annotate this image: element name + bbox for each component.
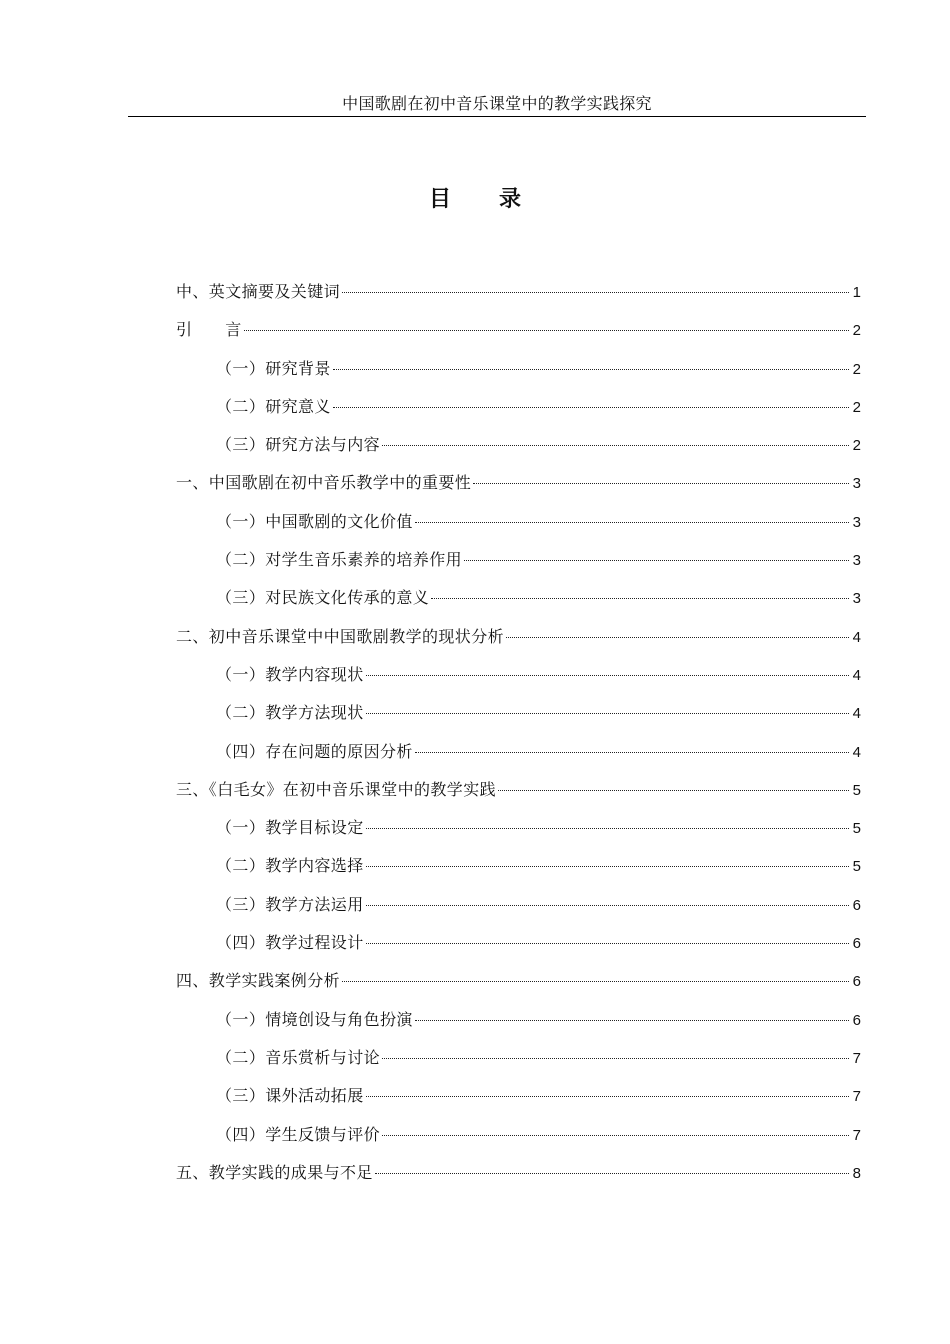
toc-entry[interactable]: [176, 889, 861, 927]
toc-dot-leader: [415, 752, 849, 753]
toc-page-number: 8: [852, 1164, 861, 1182]
toc-dot-leader: [375, 1173, 849, 1174]
toc-heading-right: 录: [499, 187, 522, 212]
toc-page-number: 2: [852, 437, 861, 455]
toc-entry-text: （二）对学生音乐素养的培养作用: [216, 550, 463, 570]
toc-entry-text: （一）情境创设与角色扮演: [216, 1009, 413, 1029]
toc-page-number: 4: [852, 628, 861, 646]
toc-entry[interactable]: [176, 774, 861, 812]
toc-page-number: 6: [852, 896, 861, 914]
toc-dot-leader: [415, 1020, 849, 1021]
toc-dot-leader: [366, 828, 849, 829]
toc-entry-text: 四、教学实践案例分析: [176, 971, 341, 991]
toc-entry-text: （二）音乐赏析与讨论: [216, 1047, 381, 1067]
toc-entry-text: 三、《白毛女》在初中音乐课堂中的教学实践: [176, 779, 497, 799]
toc-entry[interactable]: [176, 850, 861, 888]
toc-entry[interactable]: [176, 314, 861, 352]
toc-entry[interactable]: [176, 544, 861, 582]
toc-entry-text: （一）教学内容现状: [216, 664, 364, 684]
toc-dot-leader: [366, 905, 849, 906]
toc-entry[interactable]: [176, 812, 861, 850]
toc-page-number: 5: [852, 781, 861, 799]
running-header: [128, 92, 866, 117]
toc-entry[interactable]: [176, 659, 861, 697]
toc-dot-leader: [366, 943, 849, 944]
toc-dot-leader: [333, 407, 849, 408]
toc-dot-leader: [382, 1135, 849, 1136]
toc-entry-text: （一）中国歌剧的文化价值: [216, 511, 413, 531]
toc-entry-text: （二）教学方法现状: [216, 703, 364, 723]
toc-entry[interactable]: [176, 391, 861, 429]
toc-dot-leader: [382, 1058, 849, 1059]
toc-entry[interactable]: [176, 582, 861, 620]
toc-entry[interactable]: [176, 621, 861, 659]
toc-entry[interactable]: [176, 736, 861, 774]
toc-entry-text: （一）教学目标设定: [216, 818, 364, 838]
toc-entry[interactable]: [176, 276, 861, 314]
toc-dot-leader: [473, 483, 849, 484]
toc-page-number: 2: [852, 398, 861, 416]
toc-entry[interactable]: [176, 506, 861, 544]
toc-page-number: 7: [852, 1126, 861, 1144]
toc-page-number: 7: [852, 1088, 861, 1106]
toc-entry-text: （四）教学过程设计: [216, 933, 364, 953]
toc-dot-leader: [366, 1096, 849, 1097]
toc-entry-text: （三）教学方法运用: [216, 894, 364, 914]
toc-dot-leader: [366, 675, 849, 676]
toc-dot-leader: [333, 369, 849, 370]
toc-entry-text: 中、英文摘要及关键词: [176, 282, 341, 301]
toc-entry-text: （三）对民族文化传承的意义: [216, 588, 430, 608]
toc-entry[interactable]: [176, 467, 861, 505]
toc-entry[interactable]: [176, 429, 861, 467]
toc-page-number: 1: [852, 284, 861, 301]
running-header-title: 中国歌剧在初中音乐课堂中的教学实践探究: [342, 94, 652, 113]
toc-entry-text: （三）课外活动拓展: [216, 1086, 364, 1106]
toc-page-number: 4: [852, 666, 861, 684]
toc-page-number: 3: [852, 552, 861, 570]
toc-page-number: 3: [852, 475, 861, 493]
toc-page-number: 4: [852, 743, 861, 761]
toc-entry-text: 一、中国歌剧在初中音乐教学中的重要性: [176, 473, 472, 493]
toc-entry-text: （四）存在问题的原因分析: [216, 741, 413, 761]
toc-page-number: 3: [852, 590, 861, 608]
toc-page-number: 7: [852, 1049, 861, 1067]
toc-entry[interactable]: [176, 965, 861, 1003]
table-of-contents: [176, 276, 861, 1195]
toc-entry-text: （二）研究意义: [216, 396, 331, 416]
toc-dot-leader: [382, 445, 849, 446]
toc-dot-leader: [415, 522, 849, 523]
toc-page-number: 5: [852, 858, 861, 876]
toc-entry-text: （四）学生反馈与评价: [216, 1124, 381, 1144]
toc-page-number: 6: [852, 973, 861, 991]
toc-page-number: 3: [852, 513, 861, 531]
toc-dot-leader: [506, 637, 849, 638]
toc-entry[interactable]: [176, 1080, 861, 1118]
toc-entry-text: （三）研究方法与内容: [216, 435, 381, 455]
toc-dot-leader: [342, 292, 849, 293]
toc-heading-left: 目: [428, 187, 451, 212]
toc-dot-leader: [431, 598, 849, 599]
toc-page-number: 5: [852, 820, 861, 838]
toc-dot-leader: [342, 981, 849, 982]
toc-entry[interactable]: [176, 1042, 861, 1080]
toc-dot-leader: [498, 790, 849, 791]
toc-entry[interactable]: [176, 1157, 861, 1195]
toc-page-number: 4: [852, 705, 861, 723]
toc-page-number: 6: [852, 935, 861, 953]
toc-entry[interactable]: [176, 353, 861, 391]
toc-page-number: 6: [852, 1011, 861, 1029]
toc-entry-text: 五、教学实践的成果与不足: [176, 1162, 373, 1182]
toc-dot-leader: [366, 713, 849, 714]
toc-entry-text: （一）研究背景: [216, 358, 331, 378]
toc-page-number: 2: [852, 360, 861, 378]
toc-page-number: 2: [852, 322, 861, 340]
toc-entry[interactable]: [176, 927, 861, 965]
toc-entry[interactable]: [176, 697, 861, 735]
toc-entry-text: （二）教学内容选择: [216, 856, 364, 876]
toc-dot-leader: [464, 560, 849, 561]
toc-dot-leader: [244, 330, 849, 331]
toc-heading: [0, 183, 950, 217]
toc-entry-text: 二、初中音乐课堂中中国歌剧教学的现状分析: [176, 626, 505, 646]
toc-entry[interactable]: [176, 1119, 861, 1157]
toc-entry[interactable]: [176, 1004, 861, 1042]
toc-entry-text: 引 言: [176, 320, 242, 340]
toc-dot-leader: [366, 866, 849, 867]
